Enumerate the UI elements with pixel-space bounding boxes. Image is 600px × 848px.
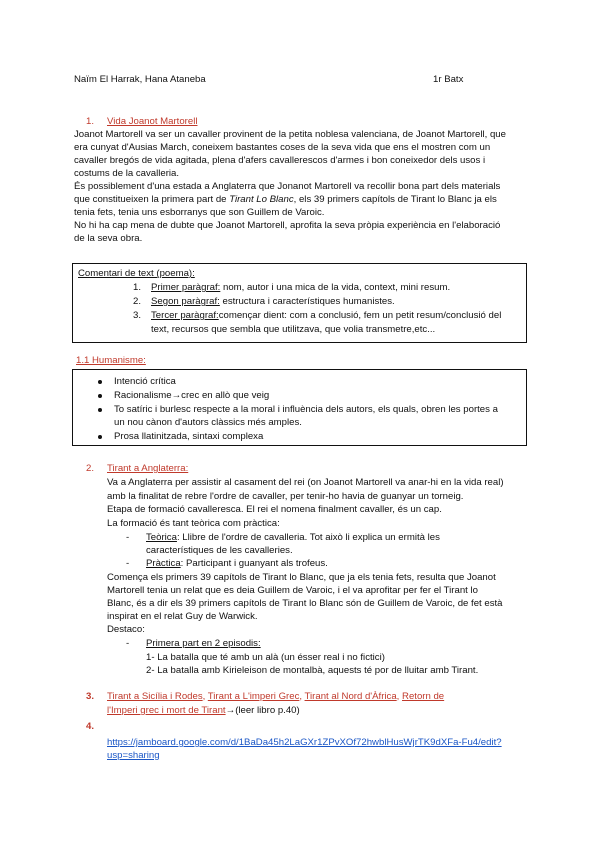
section4-number: 4. <box>85 721 94 732</box>
dash-icon: - <box>126 558 130 569</box>
section1-line: costums de la cavalleria. <box>74 168 180 179</box>
section1-line: No hi ha cap mena de dubte que Joanot Martorell, aprofita la seva pròpia experiència en l'elaboració <box>74 220 501 231</box>
teorica-item: Teòrica: Llibre de l'ordre de cavalleria. Tot això li explica un ermità les <box>146 532 440 543</box>
comentari-item-cont: text, recursos que sembla que utilitzava, que volia transmetre,etc... <box>151 324 436 335</box>
section2-line: La formació és tant teòrica com pràctica: <box>107 518 280 529</box>
section1-line: cavaller bregós de vida agitada, plena d'afers cavallerescos d'armes i bon coneixedor dels usos i <box>74 155 486 166</box>
comentari-item: Primer paràgraf: nom, autor i una mica de la vida, context, mini resum. <box>151 282 451 293</box>
section2-line: Destaco: <box>107 624 145 635</box>
authors: Naïm El Harrak, Hana Ataneba <box>74 74 206 85</box>
course: 1r Batx <box>433 74 464 85</box>
section2-line: Blanc, és a dir els 39 primers capítols de Tirant lo Blanc són de Guillem de Varoic, de fet està <box>107 598 503 609</box>
comentari-item: Segon paràgraf: estructura i característiques humanistes. <box>151 296 395 307</box>
episode: 1- La batalla que té amb un alà (un ésser real i no fictici) <box>146 652 385 663</box>
bullet-icon <box>98 435 102 439</box>
chapter-link[interactable]: l'Imperi grec i mort de Tirant <box>107 705 226 716</box>
chapter-link[interactable]: Retorn de <box>402 691 445 702</box>
section2-line: amb la finalitat de rebre l'ordre de cavaller, per tenir-ho havia de guanyar un torneig. <box>107 491 464 502</box>
comentari-item: Tercer paràgraf:començar dient: com a conclusió, fem un petit resum/conclusió del <box>151 310 502 321</box>
section1-line: era cunyat d'Ausias March, coneixem bastantes coses de la seva vida que ens el mostren com un <box>74 142 491 153</box>
section2-line: Comença els primers 39 capítols de Tirant lo Blanc, que ja els tenia fets, resulta que Joanot <box>107 572 496 583</box>
teorica-cont: característiques de les cavalleries. <box>146 545 293 556</box>
humanisme-bullet-cont: un nou cànon d'autors clàssics més amples. <box>114 417 302 428</box>
section1-line: És possiblement d'una estada a Anglaterra que Jonanot Martorell va recollir bona part dels materials <box>74 181 501 192</box>
section1-title: Vida Joanot Martorell <box>107 116 198 127</box>
section2-line: Martorell tenia un relat que es deia Guillem de Varoic, i el va aprofitar per fer el Tirant lo <box>107 585 478 596</box>
chapter-link[interactable]: Tirant a Sicília i Rodes <box>107 691 203 702</box>
humanisme-bullet: Prosa llatinitzada, sintaxi complexa <box>114 431 264 442</box>
section1-line: Joanot Martorell va ser un cavaller provinent de la petita noblesa valenciana, de Joanot Martorell, que <box>74 129 506 140</box>
jamboard-link-cont[interactable]: usp=sharing <box>107 750 160 761</box>
chapter-link[interactable]: Tirant a L'imperi Grec <box>207 691 300 702</box>
humanisme-title: 1.1 Humanisme: <box>76 355 146 366</box>
humanisme-bullet: Intenció crítica <box>114 376 176 387</box>
comentari-num: 1. <box>132 282 141 293</box>
humanisme-bullet: Racionalisme→crec en allò que veig <box>114 390 270 401</box>
section2-line: Etapa de formació cavalleresca. El rei el nomena finalment cavaller, és un cap. <box>107 504 442 515</box>
dash-icon: - <box>126 638 130 649</box>
book-title: Tirant Lo Blanc <box>229 194 294 205</box>
bullet-icon <box>98 380 102 384</box>
practica-item: Pràctica: Participant i guanyant als trofeus. <box>146 558 328 569</box>
humanisme-bullet: To satíric i burlesc respecte a la moral i influència dels autors, els quals, obren les portes a <box>114 404 498 415</box>
section2-line: inspirat en el relat Guy de Warwick. <box>107 611 258 622</box>
comentari-num: 3. <box>132 310 141 321</box>
comentari-title: Comentari de text (poema): <box>78 268 195 279</box>
section1-number: 1. <box>85 116 94 127</box>
dash-icon: - <box>126 532 130 543</box>
section1-line: de la seva obra. <box>74 233 143 244</box>
bullet-icon <box>98 408 102 412</box>
bullet-icon <box>98 394 102 398</box>
section1-line: que constitueixen la primera part de Tirant Lo Blanc, els 39 primers capítols de Tirant lo Blanc ja els <box>74 194 497 205</box>
episode: 2- La batalla amb Kirieleison de montalbà, aquests té por de lluitar amb Tirant. <box>146 665 479 676</box>
section2-number: 2. <box>85 463 94 474</box>
chapter-link[interactable]: Tirant al Nord d'Àfrica <box>304 691 397 702</box>
section3-line: Tirant a Sicília i Rodes, Tirant a L'imperi Grec, Tirant al Nord d'Àfrica, Retorn de <box>107 691 445 702</box>
section1-line: tenia fets, tenia uns esborranys que son Guillem de Varoic. <box>74 207 325 218</box>
jamboard-link[interactable]: https://jamboard.google.com/d/1BaDa45h2LaGXr1ZPvXOf72hwblHusWjrTK9dXFa-Fu4/edit? <box>107 737 502 748</box>
comentari-num: 2. <box>132 296 141 307</box>
section3-line2: l'Imperi grec i mort de Tirant→(leer libro p.40) <box>107 705 300 716</box>
section2-title: Tirant a Anglaterra: <box>107 463 189 474</box>
destaco-item: Primera part en 2 episodis: <box>146 638 261 649</box>
section3-number: 3. <box>85 691 94 702</box>
section2-line: Va a Anglaterra per assistir al casament del rei (on Joanot Martorell va anar-hi en la vida real) <box>107 477 504 488</box>
